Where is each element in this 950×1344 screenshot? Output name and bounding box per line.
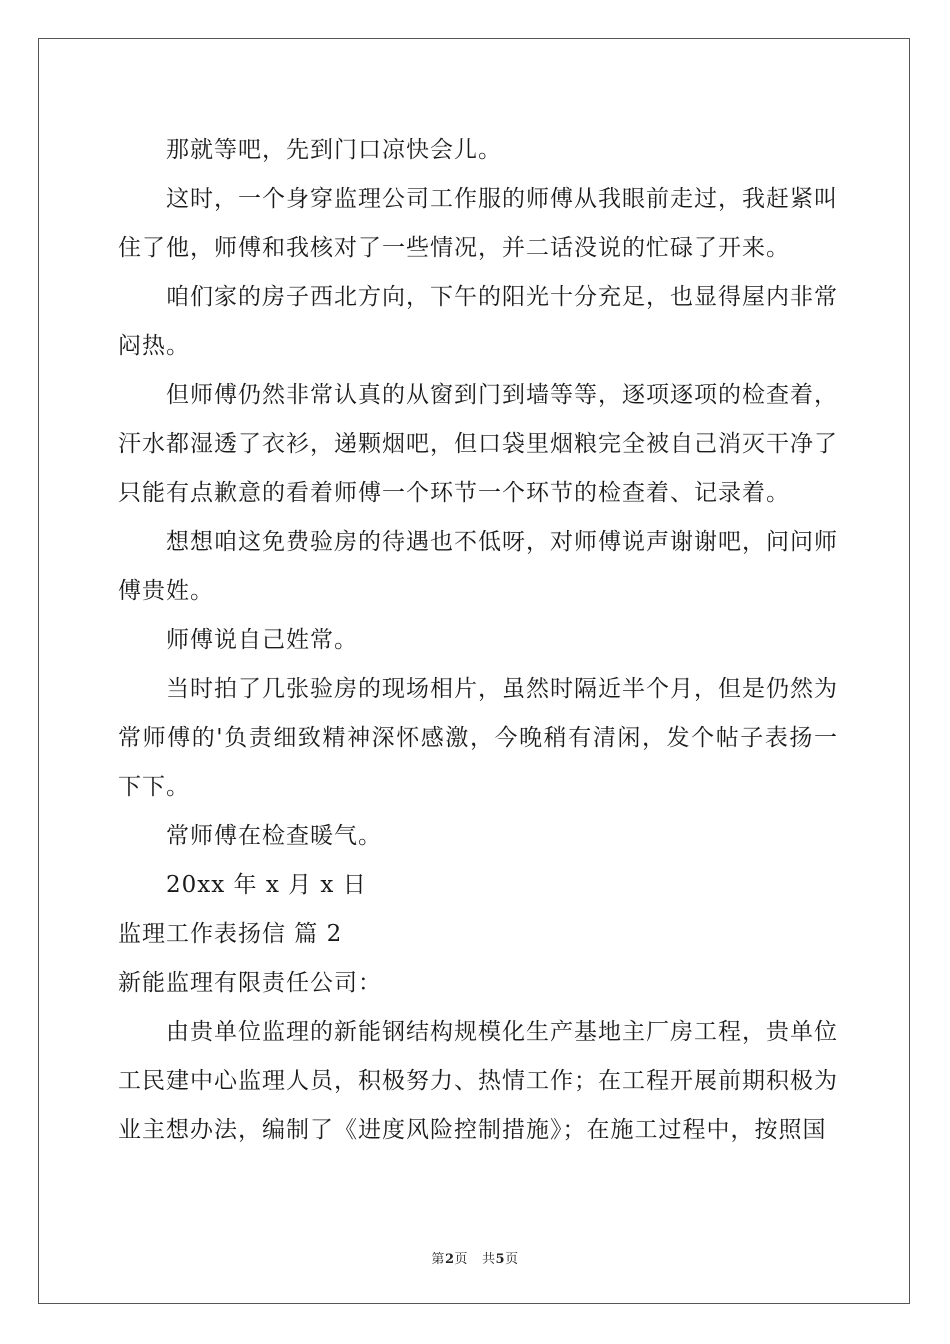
paragraph: 由贵单位监理的新能钢结构规模化生产基地主厂房工程，贵单位工民建中心监理人员，积极努力、热情工作；在工程开展前期积极为业主想办法，编制了《进度风险控制措施》；在施工过程中，按照国 — [118, 1019, 838, 1143]
total-pages-number: 5 — [495, 1252, 506, 1267]
current-page-number: 2 — [444, 1252, 455, 1267]
total-suffix: 页 — [505, 1252, 519, 1267]
salutation: 新能监理有限责任公司： — [118, 970, 382, 996]
paragraph: 师傅说自己姓常。 — [166, 627, 358, 653]
date-line: 20xx 年 x 月 x 日 — [166, 872, 367, 898]
paragraph: 但师傅仍然非常认真的从窗到门到墙等等，逐项逐项的检查着，汗水都湿透了衣衫，递颗烟吧，但口袋里烟粮完全被自己消灭干净了只能有点歉意的看着师傅一个环节一个环节的检查着、记录着。 — [118, 382, 838, 506]
document-body — [118, 126, 838, 1155]
page-prefix: 第 — [431, 1252, 445, 1267]
paragraph: 咱们家的房子西北方向，下午的阳光十分充足，也显得屋内非常闷热。 — [118, 284, 838, 359]
total-prefix: 共 — [482, 1252, 496, 1267]
paragraph: 想想咱这免费验房的待遇也不低呀，对师傅说声谢谢吧，问问师傅贵姓。 — [118, 529, 838, 604]
paragraph: 常师傅在检查暖气。 — [166, 823, 382, 849]
paragraph: 那就等吧，先到门口凉快会儿。 — [166, 137, 502, 163]
page-suffix: 页 — [454, 1252, 468, 1267]
paragraph: 这时，一个身穿监理公司工作服的师傅从我眼前走过，我赶紧叫住了他，师傅和我核对了一些情况，并二话没说的忙碌了开来。 — [118, 186, 838, 261]
page-footer — [0, 1248, 950, 1267]
section-heading: 监理工作表扬信 篇 2 — [118, 921, 343, 947]
paragraph: 当时拍了几张验房的现场相片，虽然时隔近半个月，但是仍然为常师傅的'负责细致精神深怀感激，今晚稍有清闲，发个帖子表扬一下下。 — [118, 676, 838, 800]
